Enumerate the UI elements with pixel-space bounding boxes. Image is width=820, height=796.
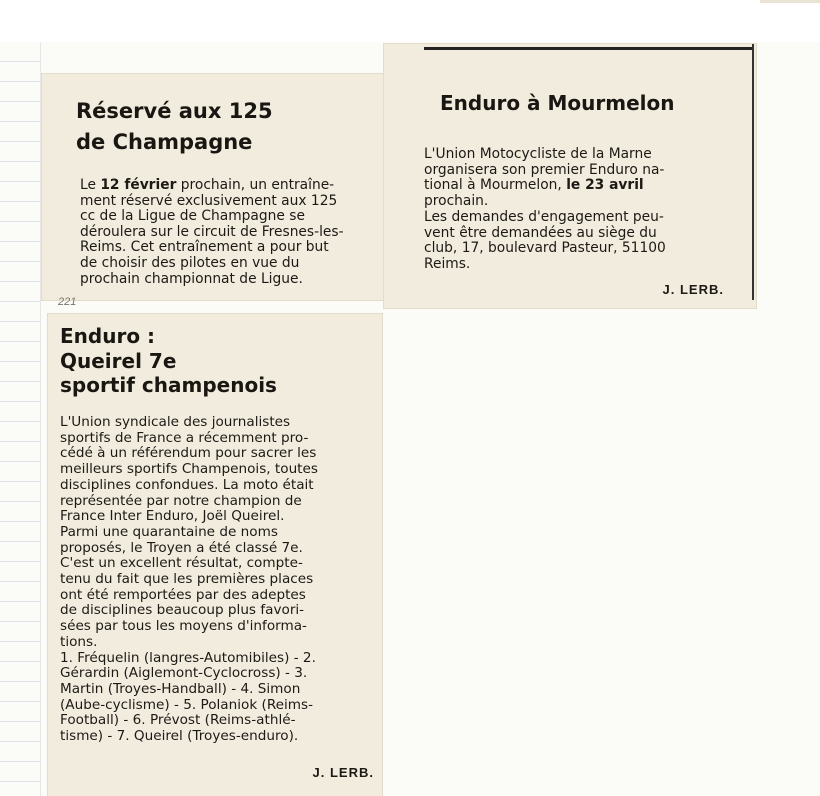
body-line: Le 12 février prochain, un entraîne- [80,177,335,193]
body-line: Parmi une quarantaine de noms [60,523,278,540]
body-line: représentée par notre champion de [60,492,302,509]
rule-line [424,47,752,50]
body-line: ment réservé exclusivement aux 125 [80,192,338,209]
body-line: Martin (Troyes-Handball) - 4. Simon [60,680,301,697]
clipping-title [60,324,277,398]
clipping-title [76,96,273,158]
body-line: tenu du fait que les premières places [60,571,314,588]
title-line: sportif champenois [60,373,277,397]
body-line: 1. Fréquelin (langres-Automibiles) - 2. [60,649,316,666]
clipping-enduro-queirel [48,314,382,796]
paper-scrap [760,0,820,3]
body-line: cédé à un référendum pour sacrer les [60,445,317,462]
body-line: tions. [60,633,98,650]
body-line: ont été remportées par des adeptes [60,586,306,603]
clipping-enduro-mourmelon [384,44,756,308]
author-signature: J. LERB. [312,765,374,780]
body-line: (Aube-cyclisme) - 5. Polaniok (Reims- [60,696,314,713]
body-line: de disciplines beaucoup plus favori- [60,602,305,619]
title-line: Réservé aux 125 [76,99,273,123]
ruled-paper-edge [0,42,41,796]
body-line: meilleurs sportifs Champenois, toutes [60,461,318,478]
clipping-body [80,178,344,287]
clipping-body [60,415,318,745]
body-line: Reims. Cet entraînement a pour but [80,239,329,256]
body-line: Football) - 6. Prévost (Reims-athlé- [60,712,296,729]
body-line: sportifs de France a récemment pro- [60,429,309,446]
body-line: C'est un excellent résultat, compte- [60,555,303,572]
body-line: Gérardin (Aiglemont-Cyclocross) - 3. [60,665,308,682]
body-line: vent être demandées au siège du [424,224,657,241]
body-line: club, 17, boulevard Pasteur, 51100 [424,240,666,257]
body-line: proposés, le Troyen a été classé 7e. [60,539,303,556]
body-line: sées par tous les moyens d'informa- [60,618,307,635]
body-line: organisera son premier Enduro na- [424,161,665,178]
title-line: Enduro : [60,324,156,348]
body-line: de choisir des pilotes en vue du [80,254,300,271]
author-signature: J. LERB. [662,282,724,297]
body-line: prochain championnat de Ligue. [80,270,303,287]
body-line: Reims. [424,255,471,272]
clipping-body [424,147,666,273]
body-line: déroulera sur le circuit de Fresnes-les- [80,223,344,240]
clipping-title: Enduro à Mourmelon [440,91,675,115]
clipping-reserve-125 [42,74,384,300]
body-line: tional à Mourmelon, le 23 avril [424,177,644,194]
body-line: L'Union Motocycliste de la Marne [424,146,652,162]
body-line: L'Union syndicale des journalistes [60,414,291,430]
title-line: de Champagne [76,130,253,154]
body-line: Les demandes d'engagement peu- [424,208,664,225]
title-line: Queirel 7e [60,348,177,373]
body-line: tisme) - 7. Queirel (Troyes-enduro). [60,728,299,745]
body-line: France Inter Enduro, Joël Queirel. [60,508,285,525]
body-line: prochain. [424,193,489,210]
handwritten-note: 221 [58,296,77,308]
body-line: disciplines confondues. La moto était [60,476,314,493]
rule-line [752,44,754,300]
body-line: cc de la Ligue de Champagne se [80,208,305,225]
